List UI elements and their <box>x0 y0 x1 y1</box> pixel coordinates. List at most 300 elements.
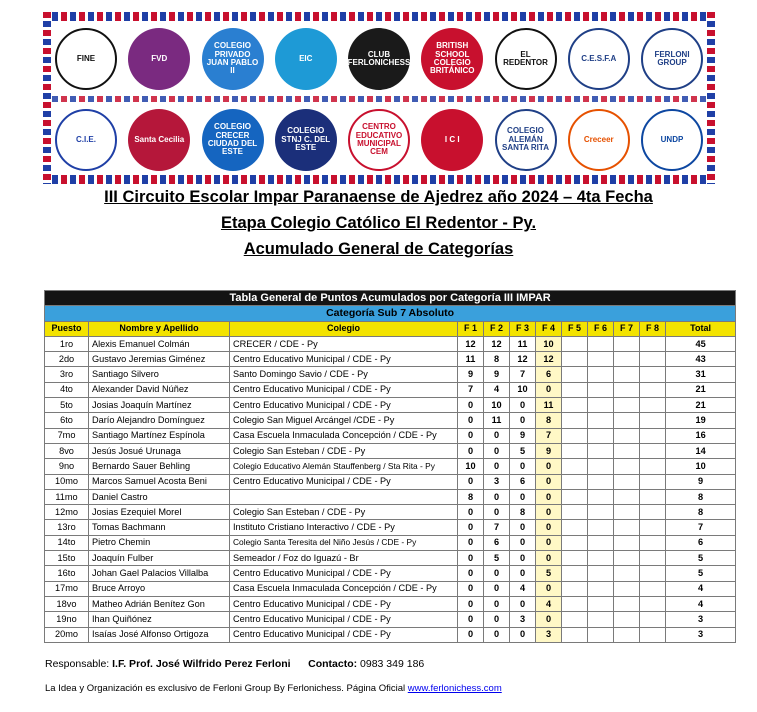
table-row <box>45 489 736 504</box>
col-position-cell: 6to <box>45 413 89 428</box>
banner-border-middle <box>43 96 715 102</box>
col-school-cell: Colegio Santa Teresita del Niño Jesús / CDE - Py <box>230 535 458 550</box>
col-f1-cell: 10 <box>458 459 484 474</box>
table-row <box>45 382 736 397</box>
col-school-cell: Colegio Educativo Alemán Stauffenberg / Sta Rita - Py <box>230 459 458 474</box>
col-total-cell: 4 <box>666 596 736 611</box>
table-row <box>45 627 736 642</box>
col-f6-cell <box>588 382 614 397</box>
col-total-cell: 45 <box>666 336 736 351</box>
col-school-cell: Centro Educativo Municipal / CDE - Py <box>230 474 458 489</box>
col-f3-cell: 4 <box>510 581 536 596</box>
col-total-cell: 4 <box>666 581 736 596</box>
col-name-cell: Jesús Josué Urunaga <box>89 443 230 458</box>
col-f4-cell: 9 <box>536 443 562 458</box>
col-total-cell: 7 <box>666 520 736 535</box>
col-total-cell: 3 <box>666 612 736 627</box>
col-f4-cell: 12 <box>536 352 562 367</box>
col-position-cell: 16to <box>45 566 89 581</box>
col-f8-cell <box>640 413 666 428</box>
col-f8-cell <box>640 352 666 367</box>
col-name-cell: Daniel Castro <box>89 489 230 504</box>
col-f2-cell: 9 <box>484 367 510 382</box>
col-f8-cell <box>640 535 666 550</box>
col-f7-cell <box>614 520 640 535</box>
table-row <box>45 459 736 474</box>
col-f8-cell <box>640 520 666 535</box>
col-f5-cell <box>562 474 588 489</box>
col-total-cell: 31 <box>666 367 736 382</box>
col-name-cell: Bruce Arroyo <box>89 581 230 596</box>
col-f5-cell <box>562 535 588 550</box>
table-row <box>45 596 736 611</box>
col-f3-header: F 3 <box>510 321 536 336</box>
col-f6-cell <box>588 367 614 382</box>
col-f6-cell <box>588 398 614 413</box>
col-f4-cell: 8 <box>536 413 562 428</box>
col-position-cell: 15to <box>45 551 89 566</box>
british-school-logo: BRITISH SCHOOL COLEGIO BRITÁNICO <box>421 28 483 90</box>
col-f5-cell <box>562 627 588 642</box>
col-total-cell: 14 <box>666 443 736 458</box>
page-subtitle-category: Acumulado General de Categorías <box>243 240 514 258</box>
col-f1-cell: 0 <box>458 551 484 566</box>
col-f7-cell <box>614 367 640 382</box>
col-school-cell <box>230 489 458 504</box>
col-school-cell: Centro Educativo Municipal / CDE - Py <box>230 596 458 611</box>
col-total-cell: 3 <box>666 627 736 642</box>
col-f3-cell: 8 <box>510 505 536 520</box>
col-f4-cell: 0 <box>536 535 562 550</box>
col-f5-cell <box>562 459 588 474</box>
col-f1-cell: 0 <box>458 612 484 627</box>
col-f2-header: F 2 <box>484 321 510 336</box>
col-f1-cell: 0 <box>458 520 484 535</box>
col-name-cell: Alexander David Núñez <box>89 382 230 397</box>
official-site-link[interactable]: www.ferlonichess.com <box>407 683 502 694</box>
col-total-cell: 43 <box>666 352 736 367</box>
table-row <box>45 566 736 581</box>
col-f7-cell <box>614 581 640 596</box>
col-school-cell: CRECER / CDE - Py <box>230 336 458 351</box>
col-total-cell: 21 <box>666 398 736 413</box>
column-header-row <box>45 321 736 336</box>
col-f3-cell: 11 <box>510 336 536 351</box>
col-f4-cell: 0 <box>536 551 562 566</box>
col-f5-cell <box>562 413 588 428</box>
club-ferlonichess-logo: CLUB FERLONICHESS <box>348 28 410 90</box>
col-f1-cell: 12 <box>458 336 484 351</box>
col-f1-cell: 0 <box>458 627 484 642</box>
col-name-cell: Tomas Bachmann <box>89 520 230 535</box>
footer-note-text: La Idea y Organización es exclusivo de Ferloni Group By Ferlonichess. Página Oficial <box>45 683 408 694</box>
escuela-inmaculada-logo: EIC <box>275 28 337 90</box>
col-f1-cell: 0 <box>458 566 484 581</box>
col-f8-cell <box>640 627 666 642</box>
col-f8-cell <box>640 474 666 489</box>
col-position-cell: 1ro <box>45 336 89 351</box>
page-subtitle-stage: Etapa Colegio Católico El Redentor - Py. <box>220 214 537 232</box>
col-f3-cell: 0 <box>510 398 536 413</box>
col-f8-cell <box>640 443 666 458</box>
col-f2-cell: 0 <box>484 581 510 596</box>
col-f6-cell <box>588 489 614 504</box>
undp-logo: UNDP <box>641 109 703 171</box>
col-f6-cell <box>588 336 614 351</box>
col-f4-cell: 0 <box>536 474 562 489</box>
col-total-cell: 5 <box>666 551 736 566</box>
col-f1-cell: 0 <box>458 443 484 458</box>
col-f4-cell: 3 <box>536 627 562 642</box>
table-row <box>45 352 736 367</box>
table-row <box>45 413 736 428</box>
col-f1-cell: 7 <box>458 382 484 397</box>
col-f4-cell: 0 <box>536 489 562 504</box>
col-school-cell: Casa Escuela Inmaculada Concepción / CDE - Py <box>230 428 458 443</box>
col-f7-cell <box>614 336 640 351</box>
colegio-stnj-logo: COLEGIO STNJ C. DEL ESTE <box>275 109 337 171</box>
col-f7-cell <box>614 459 640 474</box>
ici-logo: I C I <box>421 109 483 171</box>
col-f6-cell <box>588 413 614 428</box>
ferloni-group-logo: FERLONI GROUP <box>641 28 703 90</box>
col-f3-cell: 6 <box>510 474 536 489</box>
col-school-cell: Centro Educativo Municipal / CDE - Py <box>230 352 458 367</box>
col-f1-cell: 0 <box>458 596 484 611</box>
col-position-cell: 4to <box>45 382 89 397</box>
col-f4-cell: 0 <box>536 581 562 596</box>
logo-row-bottom <box>55 104 703 176</box>
col-f2-cell: 12 <box>484 336 510 351</box>
col-f3-cell: 9 <box>510 428 536 443</box>
col-name-cell: Santiago Martínez Espínola <box>89 428 230 443</box>
col-f3-cell: 0 <box>510 551 536 566</box>
col-f2-cell: 0 <box>484 627 510 642</box>
col-f7-cell <box>614 428 640 443</box>
col-f6-cell <box>588 352 614 367</box>
col-f1-cell: 0 <box>458 505 484 520</box>
col-name-cell: Alexis Emanuel Colmán <box>89 336 230 351</box>
col-f5-cell <box>562 382 588 397</box>
col-f2-cell: 0 <box>484 428 510 443</box>
col-name-cell: Matheo Adrián Benítez Gon <box>89 596 230 611</box>
col-f8-cell <box>640 581 666 596</box>
col-school-cell: Santo Domingo Savio / CDE - Py <box>230 367 458 382</box>
col-f1-cell: 0 <box>458 428 484 443</box>
footer-responsible <box>45 658 424 670</box>
col-school-cell: Colegio San Esteban / CDE - Py <box>230 443 458 458</box>
col-f6-cell <box>588 505 614 520</box>
col-position-cell: 19no <box>45 612 89 627</box>
col-f6-cell <box>588 520 614 535</box>
col-f4-cell: 4 <box>536 596 562 611</box>
col-f1-cell: 0 <box>458 581 484 596</box>
col-name-cell: Joaquín Fulber <box>89 551 230 566</box>
col-f6-cell <box>588 551 614 566</box>
col-school-cell: Casa Escuela Inmaculada Concepción / CDE - Py <box>230 581 458 596</box>
col-f8-cell <box>640 489 666 504</box>
col-f7-cell <box>614 551 640 566</box>
col-f1-header: F 1 <box>458 321 484 336</box>
col-f2-cell: 0 <box>484 505 510 520</box>
col-name-cell: Josias Ezequiel Morel <box>89 505 230 520</box>
col-f5-cell <box>562 596 588 611</box>
col-f2-cell: 0 <box>484 489 510 504</box>
col-f6-header: F 6 <box>588 321 614 336</box>
col-total-cell: 8 <box>666 489 736 504</box>
col-f8-cell <box>640 551 666 566</box>
col-f2-cell: 3 <box>484 474 510 489</box>
col-f7-cell <box>614 505 640 520</box>
col-f6-cell <box>588 428 614 443</box>
col-f7-cell <box>614 474 640 489</box>
col-position-cell: 7mo <box>45 428 89 443</box>
col-f3-cell: 0 <box>510 535 536 550</box>
col-f7-cell <box>614 382 640 397</box>
col-f8-cell <box>640 596 666 611</box>
col-school-cell: Colegio San Esteban / CDE - Py <box>230 505 458 520</box>
col-total-cell: 10 <box>666 459 736 474</box>
col-f4-cell: 0 <box>536 505 562 520</box>
cem-logo: CENTRO EDUCATIVO MUNICIPAL CEM <box>348 109 410 171</box>
col-f8-cell <box>640 398 666 413</box>
col-total-cell: 21 <box>666 382 736 397</box>
col-f4-cell: 6 <box>536 367 562 382</box>
col-f5-cell <box>562 581 588 596</box>
col-f5-cell <box>562 505 588 520</box>
col-f8-cell <box>640 566 666 581</box>
col-total-cell: 19 <box>666 413 736 428</box>
col-position-cell: 13ro <box>45 520 89 535</box>
col-f6-cell <box>588 627 614 642</box>
col-f4-header: F 4 <box>536 321 562 336</box>
col-f1-cell: 0 <box>458 413 484 428</box>
col-name-cell: Darío Alejandro Domínguez <box>89 413 230 428</box>
category-row <box>45 306 736 321</box>
col-f3-cell: 0 <box>510 459 536 474</box>
col-position-cell: 17mo <box>45 581 89 596</box>
col-f6-cell <box>588 596 614 611</box>
col-f3-cell: 7 <box>510 367 536 382</box>
col-total-cell: 16 <box>666 428 736 443</box>
el-redentor-logo: EL REDENTOR <box>495 28 557 90</box>
banner-border-left <box>43 12 51 184</box>
col-f5-cell <box>562 520 588 535</box>
col-total-cell: 5 <box>666 566 736 581</box>
col-f4-cell: 11 <box>536 398 562 413</box>
col-position-cell: 11mo <box>45 489 89 504</box>
col-f4-cell: 7 <box>536 428 562 443</box>
col-f2-cell: 0 <box>484 443 510 458</box>
cie-logo: C.I.E. <box>55 109 117 171</box>
col-f8-cell <box>640 612 666 627</box>
col-f1-cell: 9 <box>458 367 484 382</box>
col-name-cell: Gustavo Jeremias Giménez <box>89 352 230 367</box>
col-f8-cell <box>640 336 666 351</box>
table-row <box>45 398 736 413</box>
table-row <box>45 551 736 566</box>
contact-label: Contacto: <box>308 658 361 670</box>
col-school-cell: Colegio San Miguel Arcángel /CDE - Py <box>230 413 458 428</box>
banner-border-right <box>707 12 715 184</box>
col-f3-cell: 0 <box>510 596 536 611</box>
table-row <box>45 520 736 535</box>
col-f8-cell <box>640 428 666 443</box>
fine-chess-logo: FINE <box>55 28 117 90</box>
colegio-crecer-logo: COLEGIO CRECER CIUDAD DEL ESTE <box>202 109 264 171</box>
col-f7-cell <box>614 489 640 504</box>
standings-table <box>44 290 736 643</box>
col-f2-cell: 0 <box>484 612 510 627</box>
col-name-header: Nombre y Apellido <box>89 321 230 336</box>
table-row <box>45 474 736 489</box>
col-position-header: Puesto <box>45 321 89 336</box>
col-f4-cell: 0 <box>536 612 562 627</box>
col-school-header: Colegio <box>230 321 458 336</box>
col-position-cell: 14to <box>45 535 89 550</box>
col-f3-cell: 0 <box>510 627 536 642</box>
col-total-header: Total <box>666 321 736 336</box>
col-name-cell: Isaías José Alfonso Ortigoza <box>89 627 230 642</box>
col-f5-cell <box>562 367 588 382</box>
santa-rita-logo: COLEGIO ALEMÁN SANTA RITA <box>495 109 557 171</box>
logo-row-top <box>55 24 703 94</box>
banner-border-bottom <box>43 175 715 184</box>
table-row <box>45 367 736 382</box>
col-f6-cell <box>588 535 614 550</box>
col-school-cell: Centro Educativo Municipal / CDE - Py <box>230 627 458 642</box>
col-f5-cell <box>562 566 588 581</box>
col-f6-cell <box>588 443 614 458</box>
col-f8-cell <box>640 459 666 474</box>
responsible-name: I.F. Prof. José Wilfrido Perez Ferloni <box>112 658 291 670</box>
col-position-cell: 9no <box>45 459 89 474</box>
col-f1-cell: 0 <box>458 535 484 550</box>
col-f2-cell: 4 <box>484 382 510 397</box>
col-position-cell: 8vo <box>45 443 89 458</box>
colegio-fvd-logo: FVD <box>128 28 190 90</box>
col-school-cell: Centro Educativo Municipal / CDE - Py <box>230 612 458 627</box>
cesfa-logo: C.E.S.F.A <box>568 28 630 90</box>
col-f6-cell <box>588 459 614 474</box>
table-row <box>45 535 736 550</box>
col-f6-cell <box>588 566 614 581</box>
col-position-cell: 20mo <box>45 627 89 642</box>
col-f5-cell <box>562 551 588 566</box>
col-school-cell: Centro Educativo Municipal / CDE - Py <box>230 566 458 581</box>
col-f5-cell <box>562 336 588 351</box>
col-f5-header: F 5 <box>562 321 588 336</box>
col-f5-cell <box>562 443 588 458</box>
col-f4-cell: 0 <box>536 382 562 397</box>
col-f5-cell <box>562 352 588 367</box>
table-row <box>45 428 736 443</box>
col-name-cell: Johan Gael Palacios Villalba <box>89 566 230 581</box>
col-f5-cell <box>562 612 588 627</box>
col-f7-cell <box>614 535 640 550</box>
col-total-cell: 9 <box>666 474 736 489</box>
col-f2-cell: 0 <box>484 566 510 581</box>
col-total-cell: 6 <box>666 535 736 550</box>
sponsors-banner <box>43 12 715 184</box>
col-position-cell: 12mo <box>45 505 89 520</box>
col-f2-cell: 11 <box>484 413 510 428</box>
col-f4-cell: 10 <box>536 336 562 351</box>
col-f7-cell <box>614 566 640 581</box>
col-position-cell: 2do <box>45 352 89 367</box>
col-f4-cell: 5 <box>536 566 562 581</box>
col-school-cell: Centro Educativo Municipal / CDE - Py <box>230 398 458 413</box>
col-school-cell: Centro Educativo Municipal / CDE - Py <box>230 382 458 397</box>
banner-border-top <box>43 12 715 21</box>
col-name-cell: Santiago Silvero <box>89 367 230 382</box>
col-name-cell: Josias Joaquín Martínez <box>89 398 230 413</box>
col-f5-cell <box>562 428 588 443</box>
table-row <box>45 505 736 520</box>
col-f5-cell <box>562 489 588 504</box>
footer-note <box>45 683 502 694</box>
col-f8-cell <box>640 382 666 397</box>
col-position-cell: 3ro <box>45 367 89 382</box>
table-title-row <box>45 291 736 306</box>
col-f3-cell: 5 <box>510 443 536 458</box>
col-f6-cell <box>588 474 614 489</box>
col-f3-cell: 3 <box>510 612 536 627</box>
col-total-cell: 8 <box>666 505 736 520</box>
col-f7-header: F 7 <box>614 321 640 336</box>
col-f7-cell <box>614 627 640 642</box>
col-name-cell: Bernardo Sauer Behling <box>89 459 230 474</box>
col-name-cell: Pietro Chemin <box>89 535 230 550</box>
col-f3-cell: 0 <box>510 413 536 428</box>
col-f7-cell <box>614 443 640 458</box>
col-f5-cell <box>562 398 588 413</box>
col-f8-header: F 8 <box>640 321 666 336</box>
santa-cecilia-logo: Santa Cecilia <box>128 109 190 171</box>
col-f2-cell: 10 <box>484 398 510 413</box>
col-f1-cell: 11 <box>458 352 484 367</box>
col-f1-cell: 0 <box>458 474 484 489</box>
col-position-cell: 5to <box>45 398 89 413</box>
col-f7-cell <box>614 352 640 367</box>
col-f2-cell: 5 <box>484 551 510 566</box>
col-f7-cell <box>614 413 640 428</box>
col-position-cell: 18vo <box>45 596 89 611</box>
table-row <box>45 612 736 627</box>
col-f2-cell: 7 <box>484 520 510 535</box>
col-f1-cell: 8 <box>458 489 484 504</box>
col-f7-cell <box>614 398 640 413</box>
col-f4-cell: 0 <box>536 520 562 535</box>
col-f3-cell: 0 <box>510 566 536 581</box>
creceer-logo: Creceer <box>568 109 630 171</box>
col-f7-cell <box>614 612 640 627</box>
col-school-cell: Instituto Cristiano Interactivo / CDE - Py <box>230 520 458 535</box>
colegio-juan-pablo-logo: COLEGIO PRIVADO JUAN PABLO II <box>202 28 264 90</box>
col-f2-cell: 6 <box>484 535 510 550</box>
table-row <box>45 336 736 351</box>
col-f3-cell: 12 <box>510 352 536 367</box>
col-f1-cell: 0 <box>458 398 484 413</box>
col-f8-cell <box>640 505 666 520</box>
category-label: Categoría Sub 7 Absoluto <box>45 306 736 321</box>
col-f3-cell: 0 <box>510 520 536 535</box>
col-f2-cell: 0 <box>484 596 510 611</box>
col-position-cell: 10mo <box>45 474 89 489</box>
contact-phone: 0983 349 186 <box>360 658 425 670</box>
col-school-cell: Semeador / Foz do Iguazú - Br <box>230 551 458 566</box>
col-name-cell: Ihan Quiñónez <box>89 612 230 627</box>
